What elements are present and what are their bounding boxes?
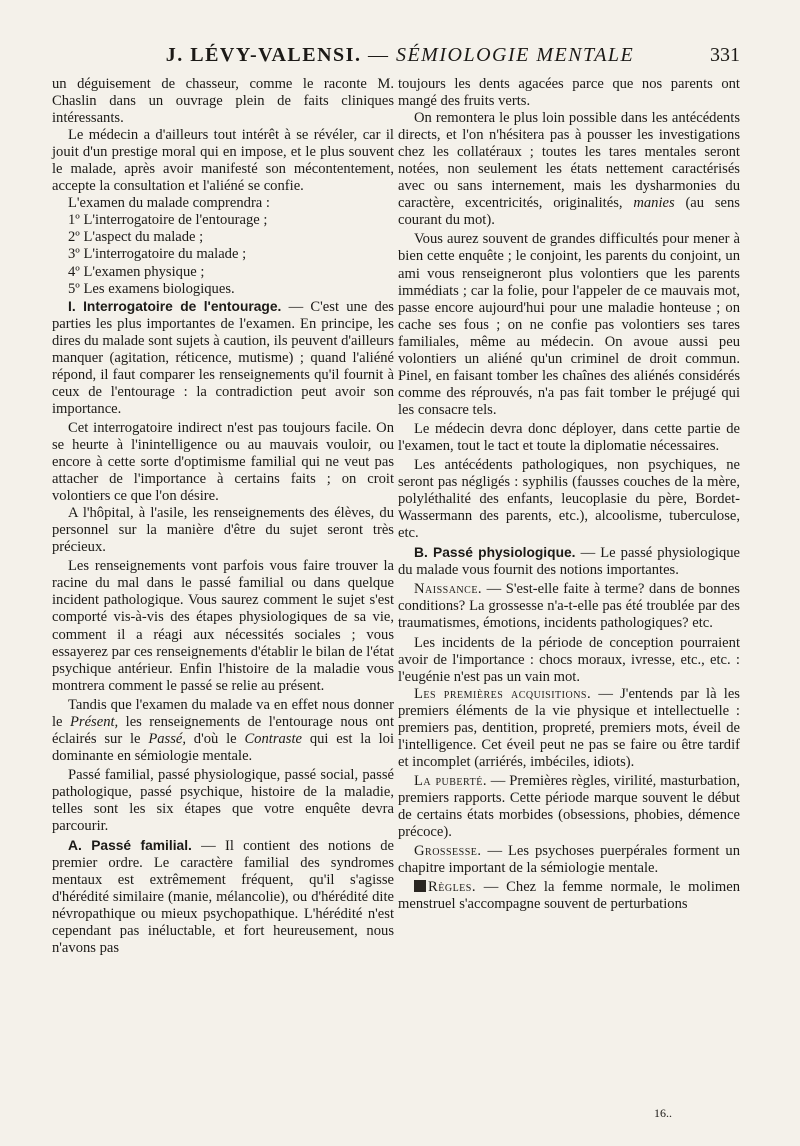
list-item: 3º L'interrogatoire du malade ;: [68, 246, 247, 263]
subsection-heading: Les premières acquisitions.: [414, 685, 592, 702]
paragraph-antecedents: [398, 110, 740, 229]
header-title: [60, 44, 740, 67]
header-subject: SÉMIOLOGIE MENTALE: [395, 44, 635, 66]
text-run: d'où le: [186, 730, 245, 747]
paragraph: L'examen du malade comprendra :: [68, 195, 270, 212]
section-passe-familial: [52, 837, 394, 957]
paragraph: toujours les dents agacées parce que nos parents ont mangé des fruits verts.: [398, 76, 740, 110]
subsection-heading: Grossesse.: [414, 843, 482, 860]
subsection-heading: Naissance.: [414, 581, 483, 598]
signature-mark: 16..: [654, 1106, 672, 1120]
italic-term: Passé,: [148, 730, 187, 747]
section-interrogatoire: [52, 298, 394, 418]
subsection-regles: [398, 879, 740, 913]
running-header: [60, 40, 740, 74]
paragraph: Les antécédents pathologiques, non psychiques, ne seront pas négligés : syphilis (fausses couches de la mère, polyléthalité des enfants, leucoplasie du père, Bordet-Wassermann des parents, etc.), alcoolisme, tuberculose, etc.: [398, 457, 740, 542]
text-run: les renseignements de l'entourage nous ont éclairés sur le: [52, 713, 394, 747]
paragraph: Passé familial, passé physiologique, passé social, passé pathologique, passé psychique, histoire de la maladie, telles sont les six étapes que votre enquête devra parcourir.: [52, 766, 394, 835]
subsection-text: — Premières règles, virilité, masturbation, premiers rapports. Cette période marque souvent le début de certains états morbides (obsessions, phobies, démence précoce).: [398, 772, 740, 841]
header-author: J. LÉVY-VALENSI.: [165, 44, 362, 66]
subsection-heading: Règles.: [428, 879, 476, 896]
section-heading: I. Interrogatoire de l'entourage.: [68, 298, 282, 314]
text-run: (au sens courant du mot).: [398, 195, 740, 229]
subsection-text: — Chez la femme normale, le molimen menstruel s'accompagne souvent de perturbations: [398, 879, 740, 913]
subsection-acquisitions: [398, 686, 740, 771]
paragraph-present-passe: [52, 697, 394, 765]
section-heading: B. Passé physiologique.: [414, 545, 576, 561]
section-text: — C'est une des parties les plus importantes de l'examen. En principe, les dires du malade sont sujets à caution, ils peuvent d'ailleurs manquer (agitation, réticence, mutisme) ; quand l'aliéné répond, il faut comparer les renseignements qu'il fournit à ceux de l'entourage : la contradiction peut avoir son importance.: [52, 298, 394, 417]
exam-list: [52, 212, 394, 297]
subsection-puberte: [398, 773, 740, 841]
section-passe-physiologique: [398, 544, 740, 579]
list-item: 2º L'aspect du malade ;: [68, 229, 204, 246]
section-heading: A. Passé familial.: [68, 838, 192, 854]
list-item: 5º Les examens biologiques.: [68, 280, 235, 297]
list-item: 4º L'examen physique ;: [68, 263, 205, 280]
italic-term: manies: [633, 195, 675, 212]
text-run: On remontera le plus loin possible dans les antécédents directs, et l'on n'hésitera pas à pousser les investigations chez les collatéraux ; toutes les tares mentales seront notées, non seulement les états nettement caractérisés avec ou sans internement, mais les dysharmonies du caractère, excentricités, originalités,: [398, 110, 740, 212]
section-text: — Le passé physiologique du malade vous fournit des notions importantes.: [398, 545, 740, 579]
page-number: 331: [710, 44, 740, 66]
section-text: — Il contient des notions de premier ordre. Le caractère familial des syndromes mentaux est extrêmement fréquent, qu'il s'agisse d'hérédité similaire (manie, mélancolie), ou d'hérédité dite névropathique ou mieux psychopathique. L'hérédité n'est cependant pas inéluctable, et fort heureusement, nous n'avons pas: [52, 838, 394, 957]
left-column: [52, 76, 394, 957]
subsection-naissance: [398, 581, 740, 632]
text-run: qui est la loi dominante en sémiologie mentale.: [52, 730, 394, 764]
header-dash: —: [367, 44, 390, 66]
paragraph: Le médecin devra donc déployer, dans cette partie de l'examen, tout le tact et toute la diplomatie nécessaires.: [398, 420, 740, 454]
paragraph: Les renseignements vont parfois vous faire trouver la racine du mal dans le passé familial ou dans quelque incident pathologique. Vous saurez comment le sujet s'est comporté vis-à-vis des étapes physiologiques de sa vie, comment il a réagi aux nécessités sociales ; vous essayerez par ces renseignements d'établir le bilan de l'état psychique antérieur. Enfin l'histoire de la maladie vous montrera comment le passé se relie au présent.: [52, 558, 394, 694]
paragraph: Les incidents de la période de conception pourraient avoir de l'importance : chocs moraux, ivresse, etc., etc. : l'eugénie n'est pas un vain mot.: [398, 634, 740, 685]
italic-term: Présent,: [69, 713, 119, 730]
right-column: [398, 76, 740, 913]
italic-term: Contraste: [244, 730, 303, 747]
subsection-text: — Les psychoses puerpérales forment un chapitre important de la sémiologie mentale.: [398, 843, 740, 877]
paragraph: Cet interrogatoire indirect n'est pas toujours facile. On se heurte à l'inintelligence ou au mauvais vouloir, ou encore à cette sorte d'optimisme familial qui ne veut pas attacher de l'importance à certains faits ; on croit volontiers ce que l'on désire.: [52, 419, 394, 505]
subsection-text: — S'est-elle faite à terme? dans de bonnes conditions? La grossesse n'a-t-elle pas été troublée par des traumatismes, émotions, incidents pathologiques? etc.: [398, 581, 740, 632]
paragraph: Le médecin a d'ailleurs tout intérêt à se révéler, car il jouit d'un prestige moral qui en impose, et le plus souvent le malade, après avoir manifesté son mécontentement, accepte la consultation et l'aliéné se confie.: [52, 127, 394, 195]
list-item: 1º L'interrogatoire de l'entourage ;: [68, 212, 268, 229]
subsection-text: — J'entends par là les premiers éléments de la vie physique et intellectuelle : premiers pas, dentition, propreté, premiers mots, éveil de l'intelligence. Cet éveil peut ne pas se faire ou être tardif et incomplet (arriérés, imbéciles, idiots).: [398, 685, 740, 770]
subsection-grossesse: [398, 843, 740, 877]
subsection-heading: La puberté.: [414, 772, 487, 789]
text-run: Tandis que l'examen du malade va en effet nous donner le: [52, 696, 394, 730]
paragraph: un déguisement de chasseur, comme le raconte M. Chaslin dans un ouvrage plein de faits cliniques intéressants.: [52, 76, 394, 127]
ink-blot-icon: [414, 880, 426, 892]
paragraph: Vous aurez souvent de grandes difficultés pour mener à bien cette enquête ; le conjoint, les parents du conjoint, un ami vous renseigneront plus volontiers que les parents immédiats ; car la folie, pour l'appeler de ce mauvais mot, passe encore aujourd'hui pour une maladie honteuse ; on cache ses fous ; on ne confie pas volontiers ses tares familiales, même au médecin. On avoue aussi peu volontiers un aliéné qu'un criminel de droit commun. Pinel, en faisant tomber les chaînes des aliénés considérés comme des réprouvés, n'a pas fait tomber le préjugé qui les consacre tels.: [398, 231, 740, 418]
paragraph: A l'hôpital, à l'asile, les renseignements des élèves, du personnel sur la manière d'être du sujet seront très précieux.: [52, 505, 394, 556]
